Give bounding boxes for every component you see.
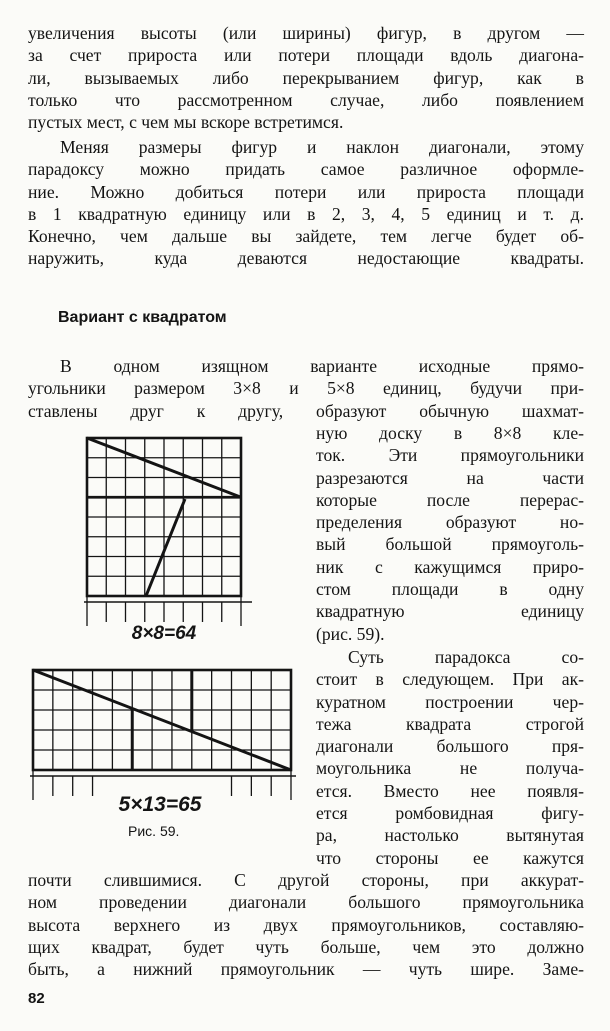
text-line: ется ромбовидная фигу-	[316, 803, 584, 824]
text-line: ник с кажущимся приро-	[316, 556, 584, 577]
text-line: стом площади в одну	[316, 579, 584, 600]
text-line: (рис. 59).	[316, 623, 385, 644]
text-line: Конечно, чем дальше вы зайдете, тем легче будет об-	[28, 226, 584, 247]
paragraph-4-wrap	[316, 646, 584, 869]
text-line: стоит в следующем. При ак-	[316, 669, 584, 690]
text-line: тежа квадрата строгой	[316, 713, 584, 734]
text-line: ли, вызываемых либо перекрыванием фигур, как в	[28, 67, 584, 88]
text-line: пустых мест, с чем мы вскоре встретимся.	[28, 112, 344, 133]
text-line: угольники размером 3×8 и 5×8 единиц, будучи при-	[28, 378, 584, 399]
page-number: 82	[28, 990, 45, 1007]
text-line: быть, а нижний прямоугольник — чуть шире. Заме-	[28, 959, 584, 980]
text-line: наружить, куда деваются недостающие квадраты.	[28, 248, 584, 269]
text-line: ние. Можно добиться потери или прироста площади	[28, 181, 584, 202]
paragraph-1	[28, 22, 584, 133]
text-line: квадратную единицу	[316, 601, 584, 622]
text-line: ставлены друг к другу, образуют обычную шахмат-	[28, 400, 584, 421]
text-line: ном проведении диагонали большого прямоугольника	[28, 892, 584, 913]
paragraph-3-wrap	[316, 422, 584, 645]
text-line: которые после перерас-	[316, 489, 584, 510]
section-heading: Вариант с квадратом	[58, 309, 227, 326]
text-line: В одном изящном варианте исходные прямо-	[60, 356, 584, 376]
text-line: только что рассмотренном случае, либо появлением	[28, 89, 584, 110]
paragraph-3	[28, 355, 584, 422]
figure-square-8x8	[84, 436, 254, 646]
text-line: ра, настолько вытянутая	[316, 825, 584, 846]
text-line: диагонали большого пря-	[316, 736, 584, 757]
text-line: почти слившимися. С другой стороны, при аккурат-	[28, 870, 584, 890]
text-line: пределения образуют но-	[316, 512, 584, 533]
text-line: Суть парадокса со-	[348, 647, 584, 667]
figure-bottom-label: 5×13=65	[118, 793, 202, 816]
figure-caption: Рис. 59.	[128, 823, 180, 839]
text-line: ется. Вместо нее появля-	[316, 780, 584, 801]
figure-top-label: 8×8=64	[131, 623, 197, 644]
text-line: парадоксу можно придать самое различное оформле-	[28, 159, 584, 180]
paragraph-2	[28, 136, 584, 270]
text-line: увеличения высоты (или ширины) фигур, в другом —	[28, 23, 584, 43]
text-line: куратном построении чер-	[316, 691, 584, 712]
text-line: в 1 квадратную единицу или в 2, 3, 4, 5 единиц и т. д.	[28, 203, 584, 224]
text-line: щих квадрат, будет чуть больше, чем это должно	[28, 936, 584, 957]
text-line: вый большой прямоуголь-	[316, 534, 584, 555]
text-line: ток. Эти прямоугольники	[316, 445, 584, 466]
text-line: высота верхнего из двух прямоугольников, составляю-	[28, 914, 584, 935]
figure-rectangle-5x13	[30, 668, 298, 818]
text-line: Меняя размеры фигур и наклон диагонали, этому	[60, 137, 584, 157]
text-line: что стороны ее кажутся	[316, 847, 584, 868]
text-line: моугольника не получа-	[316, 758, 584, 779]
text-line: за счет прироста или потери площади вдоль диагона-	[28, 45, 584, 66]
text-line: разрезаются на части	[316, 467, 584, 488]
paragraph-4-full	[28, 869, 584, 980]
text-line: ную доску в 8×8 кле-	[316, 423, 584, 443]
